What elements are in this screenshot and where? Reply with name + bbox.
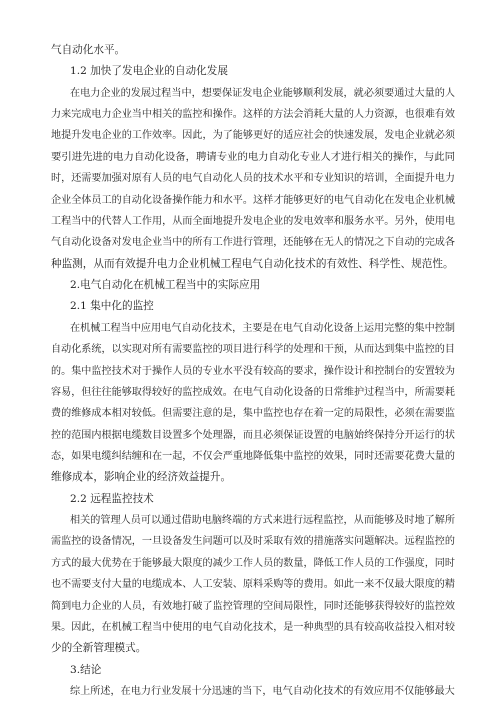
body-text-line: 综上所述，在电力行业发展十分迅速的当下，电气自动化技术的有效应用不仅能够最大 <box>70 686 455 697</box>
body-text-line: 需监控的设备情况，一旦设备发生问题可以及时采取有效的措施落实问题解决。远程监控的 <box>51 536 455 547</box>
body-text-line: 时，还需要加强对原有人员的电气自动化人员的技术水平和专业知识的培训，全面提升电力 <box>51 173 455 184</box>
body-text-line: 少的全新管理模式。 <box>51 642 147 654</box>
body-text-line: 容易，但往往能够取得较好的监控成效。在电气自动化设备的日常维护过程当中，所需要耗 <box>51 387 455 398</box>
section-heading-2-1: 2.1 集中化的监控 <box>70 300 154 312</box>
body-text-line: 自动化系统，以实现对所有需要监控的项目进行科学的处理和干预，从而达到集中监控的目 <box>51 344 455 355</box>
body-text-line: 也不需要支付大量的电缆成本、人工安装、原料采购等的费用。如此一来不仅最大限度的精 <box>51 579 455 590</box>
body-text-line: 在电力企业的发展过程当中，想要保证发电企业能够顺利发展，就必须要通过大量的人 <box>70 88 455 99</box>
body-text-line: 力来完成电力企业当中相关的监控和操作。这样的方法会消耗大量的人力资源，也很难有效 <box>51 109 455 120</box>
body-text-line: 相关的管理人员可以通过借助电脑终端的方式来进行远程监控，从而能够及时地了解所 <box>70 515 455 526</box>
section-heading-2-2: 2.2 远程监控技术 <box>70 493 154 505</box>
body-text-line: 维修成本，影响企业的经济效益提升。 <box>51 471 232 483</box>
body-text-line: 气自动化水平。 <box>51 44 126 56</box>
body-text-line: 企业全体员工的自动化设备操作能力和水平。这样才能够更好的电气自动化在发电企业机械 <box>51 195 455 206</box>
section-heading-1-2: 1.2 加快了发电企业的自动化发展 <box>70 65 228 77</box>
body-text-line: 方式的最大优势在于能够最大限度的减少工作人员的数量，降低工作人员的工作强度，同时 <box>51 558 455 569</box>
section-heading-3: 3.结论 <box>70 664 102 676</box>
body-text-line: 在机械工程当中应用电气自动化技术，主要是在电气自动化设备上运用完整的集中控制 <box>70 323 455 334</box>
body-text-line: 地提升发电企业的工作效率。因此，为了能够更好的适应社会的快速发展，发电企业就必须 <box>51 130 455 141</box>
body-text-line: 种监测，从而有效提升电力企业机械工程电气自动化技术的有效性、科学性、规范性。 <box>51 258 454 270</box>
body-text-line: 控的范围内根据电缆数目设置多个处理器，而且必须保证设置的电脑始终保持分开运行的状 <box>51 430 455 441</box>
body-text-line: 气自动化设备对发电企业当中的所有工作进行管理，还能够在无人的情况之下自动的完成各 <box>51 237 455 248</box>
body-text-line: 简到电力企业的人员，有效地打破了监控管理的空间局限性，同时还能够获得较好的监控效 <box>51 601 455 612</box>
body-text-line: 要引进先进的电力自动化设备，聘请专业的电力自动化专业人才进行相关的操作，与此同 <box>51 151 456 163</box>
body-text-line: 费的维修成本相对较低。但需要注意的是，集中监控也存在着一定的局限性，必须在需要监 <box>51 408 455 419</box>
section-heading-2: 2.电气自动化在机械工程当中的实际应用 <box>70 279 261 291</box>
body-text-line: 的。集中监控技术对于操作人员的专业水平没有较高的要求，操作设计和控制台的安置较为 <box>51 366 455 377</box>
body-text-line: 态，如果电缆纠结缠和在一起，不仅会严重地降低集中监控的效果，同时还需要花费大量的 <box>51 451 455 462</box>
body-text-line: 果。因此，在机械工程当中使用的电气自动化技术，是一种典型的具有较高收益投入相对较 <box>51 622 455 633</box>
body-text-line: 工程当中的代替人工作用，从而全面地提升发电企业的发电效率和服务水平。另外，使用电 <box>51 216 455 227</box>
